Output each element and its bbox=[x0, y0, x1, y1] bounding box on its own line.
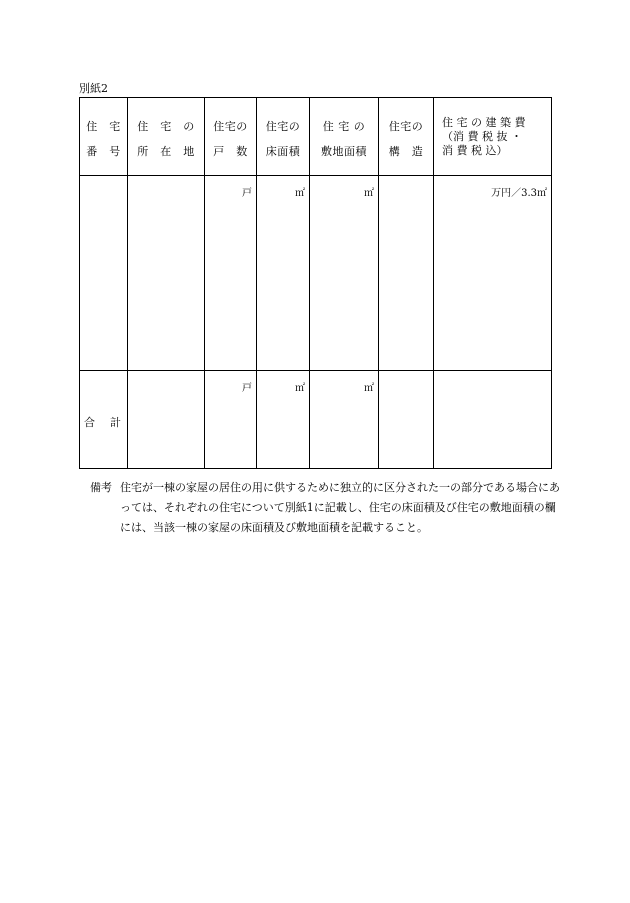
table-row bbox=[80, 176, 552, 371]
cell-total-unit-count[interactable] bbox=[205, 371, 257, 469]
header-site-area: 住 宅 の 敷地面積 bbox=[310, 98, 379, 176]
cell-construction-cost[interactable] bbox=[434, 176, 552, 371]
cell-floor-area[interactable] bbox=[257, 176, 310, 371]
cell-unit-count[interactable] bbox=[205, 176, 257, 371]
header-house-number: 住 宅 番 号 bbox=[80, 98, 128, 176]
remark-heading: 備考 bbox=[90, 481, 112, 494]
unit-label: 戸 bbox=[242, 383, 252, 394]
attachment-label: 別紙2 bbox=[79, 82, 108, 95]
header-construction-cost: 住 宅 の 建 築 費 （消 費 税 抜 ・ 消 費 税 込） bbox=[434, 98, 552, 176]
unit-label: ㎡ bbox=[364, 383, 374, 394]
cell-total-floor-area[interactable] bbox=[257, 371, 310, 469]
cell-total-label: 合 計 bbox=[80, 371, 128, 469]
unit-label: 万円／3.3㎡ bbox=[491, 188, 547, 199]
unit-label: 戸 bbox=[242, 188, 252, 199]
header-structure: 住宅の 構 造 bbox=[379, 98, 434, 176]
cell-structure[interactable] bbox=[379, 176, 434, 371]
cell-total-location[interactable] bbox=[128, 371, 205, 469]
unit-label: ㎡ bbox=[364, 188, 374, 199]
cell-total-cost[interactable] bbox=[434, 371, 552, 469]
cell-site-area[interactable] bbox=[310, 176, 379, 371]
cell-total-site-area[interactable] bbox=[310, 371, 379, 469]
total-row bbox=[80, 371, 552, 469]
cell-house-number[interactable] bbox=[80, 176, 128, 371]
cell-location[interactable] bbox=[128, 176, 205, 371]
header-floor-area: 住宅の 床面積 bbox=[257, 98, 310, 176]
remark-text: 住宅が一棟の家屋の居住の用に供するために独立的に区分された一の部分である場合にあっては、それぞれの住宅について別紙1に記載し、住宅の床面積及び住宅の敷地面積の欄には、当該一棟の家屋の床面積及び敷地面積を記載すること。 bbox=[120, 481, 560, 534]
header-row bbox=[80, 98, 552, 176]
unit-label: ㎡ bbox=[295, 383, 305, 394]
cell-total-structure[interactable] bbox=[379, 371, 434, 469]
housing-form-table bbox=[79, 97, 552, 469]
remark-note bbox=[90, 478, 560, 538]
header-unit-count: 住宅の 戸 数 bbox=[205, 98, 257, 176]
header-location: 住 宅 の 所 在 地 bbox=[128, 98, 205, 176]
unit-label: ㎡ bbox=[295, 188, 305, 199]
